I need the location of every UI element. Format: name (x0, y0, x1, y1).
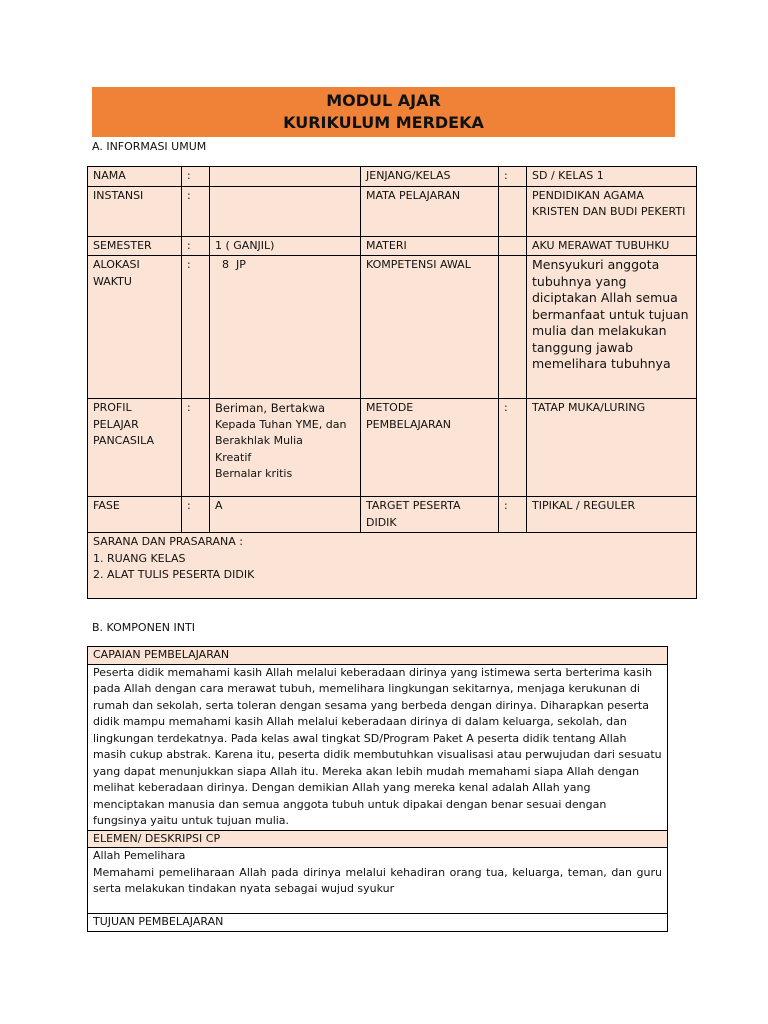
row-nama (88, 167, 697, 187)
instansi-label: INSTANSI (88, 186, 182, 236)
alokasi-value: 8 JP (210, 256, 361, 399)
elemen-header: ELEMEN/ DESKRIPSI CP (88, 830, 668, 848)
document-title-banner (92, 87, 675, 137)
document-title: MODUL AJAR (326, 91, 441, 110)
target-label: TARGET PESERTA DIDIK (361, 497, 499, 533)
row-fase (88, 497, 697, 533)
section-a-heading: A. INFORMASI UMUM (92, 140, 207, 153)
nama-colon: : (182, 167, 210, 187)
target-value: TIPIKAL / REGULER (527, 497, 697, 533)
elemen-cell (88, 848, 668, 914)
target-colon: : (499, 497, 527, 533)
mapel-colon (499, 186, 527, 236)
tujuan-header: TUJUAN PEMBELAJARAN (88, 914, 668, 932)
kompetensi-label: KOMPETENSI AWAL (361, 256, 499, 399)
sarana-label: SARANA DAN PRASARANA : (93, 535, 243, 548)
metode-label: METODE PEMBELAJARAN (361, 399, 499, 497)
jenjang-colon: : (499, 167, 527, 187)
fase-colon: : (182, 497, 210, 533)
profil-item: Kepada Tuhan YME, dan (215, 417, 347, 431)
semester-value: 1 ( GANJIL) (210, 236, 361, 256)
instansi-colon: : (182, 186, 210, 236)
elemen-text: Memahami pemeliharaan Allah pada dirinya melalui kehadiran orang tua, keluarga, teman, dan guru serta melakukan tindakan nyata sebagai wujud syukur (93, 865, 662, 895)
row-alokasi (88, 256, 697, 399)
fase-label: FASE (88, 497, 182, 533)
row-semester (88, 236, 697, 256)
alokasi-colon: : (182, 256, 210, 399)
section-b-heading: B. KOMPONEN INTI (92, 621, 195, 634)
profil-item: Bernalar kritis (215, 467, 293, 480)
document-subtitle: KURIKULUM MERDEKA (283, 113, 484, 132)
komponen-inti-table (87, 646, 668, 932)
nama-value (210, 167, 361, 187)
jenjang-label: JENJANG/KELAS (361, 167, 499, 187)
sarana-cell (88, 533, 697, 599)
sarana-item: 2. ALAT TULIS PESERTA DIDIK (93, 568, 255, 581)
capaian-header: CAPAIAN PEMBELAJARAN (88, 647, 668, 665)
capaian-text: Peserta didik memahami kasih Allah melalui keberadaan dirinya yang istimewa serta berterima kasih pada Allah dengan cara merawat tubuh, memelihara lingkungan sekitarnya, menjaga kerukunan di rumah dan sekolah, serta toleran dengan sesama yang berbeda dengan dirinya. Diharapkan peserta didik mampu memahami kasih Allah melalui keberadaan dirinya di dalam keluarga, sekolah, dan lingkungan terdekatnya. Pada kelas awal tingkat SD/Program Paket A peserta didik tentang Allah masih cukup abstrak. Karena itu, peserta didik membutuhkan visualisasi atau perwujudan dari sesuatu yang dapat menunjukkan siapa Allah itu. Mereka akan lebih mudah memahami siapa Allah dengan melihat keberadaan dirinya. Dengan demikian Allah yang mereka kenal adalah Allah yang menciptakan manusia dan semua anggota tubuh untuk dipakai dengan benar sesuai dengan fungsinya yaitu untuk tujuan mulia. (88, 664, 668, 830)
kompetensi-colon (499, 256, 527, 399)
row-instansi (88, 186, 697, 236)
semester-colon: : (182, 236, 210, 256)
jenjang-value: SD / KELAS 1 (527, 167, 697, 187)
fase-value: A (210, 497, 361, 533)
profil-value-list (210, 399, 361, 497)
mapel-label: MATA PELAJARAN (361, 186, 499, 236)
alokasi-label: ALOKASI WAKTU (88, 256, 182, 399)
nama-label: NAMA (88, 167, 182, 187)
instansi-value (210, 186, 361, 236)
materi-value: AKU MERAWAT TUBUHKU (527, 236, 697, 256)
row-sarana (88, 533, 697, 599)
metode-colon: : (499, 399, 527, 497)
materi-colon (499, 236, 527, 256)
elemen-name: Allah Pemelihara (93, 849, 186, 862)
profil-label: PROFIL PELAJAR PANCASILA (88, 399, 182, 497)
metode-value: TATAP MUKA/LURING (527, 399, 697, 497)
profil-colon: : (182, 399, 210, 497)
kompetensi-value: Mensyukuri anggota tubuhnya yang diciptakan Allah semua bermanfaat untuk tujuan mulia dan melakukan tanggung jawab memelihara tubuhnya (527, 256, 697, 399)
row-profil (88, 399, 697, 497)
profil-item: Beriman, Bertakwa (215, 401, 326, 415)
sarana-item: 1. RUANG KELAS (93, 551, 186, 565)
informasi-umum-table (87, 166, 697, 599)
materi-label: MATERI (361, 236, 499, 256)
mapel-value: PENDIDIKAN AGAMA KRISTEN DAN BUDI PEKERTI (527, 186, 697, 236)
profil-item: Kreatif (215, 450, 252, 464)
profil-item: Berakhlak Mulia (215, 434, 303, 447)
semester-label: SEMESTER (88, 236, 182, 256)
